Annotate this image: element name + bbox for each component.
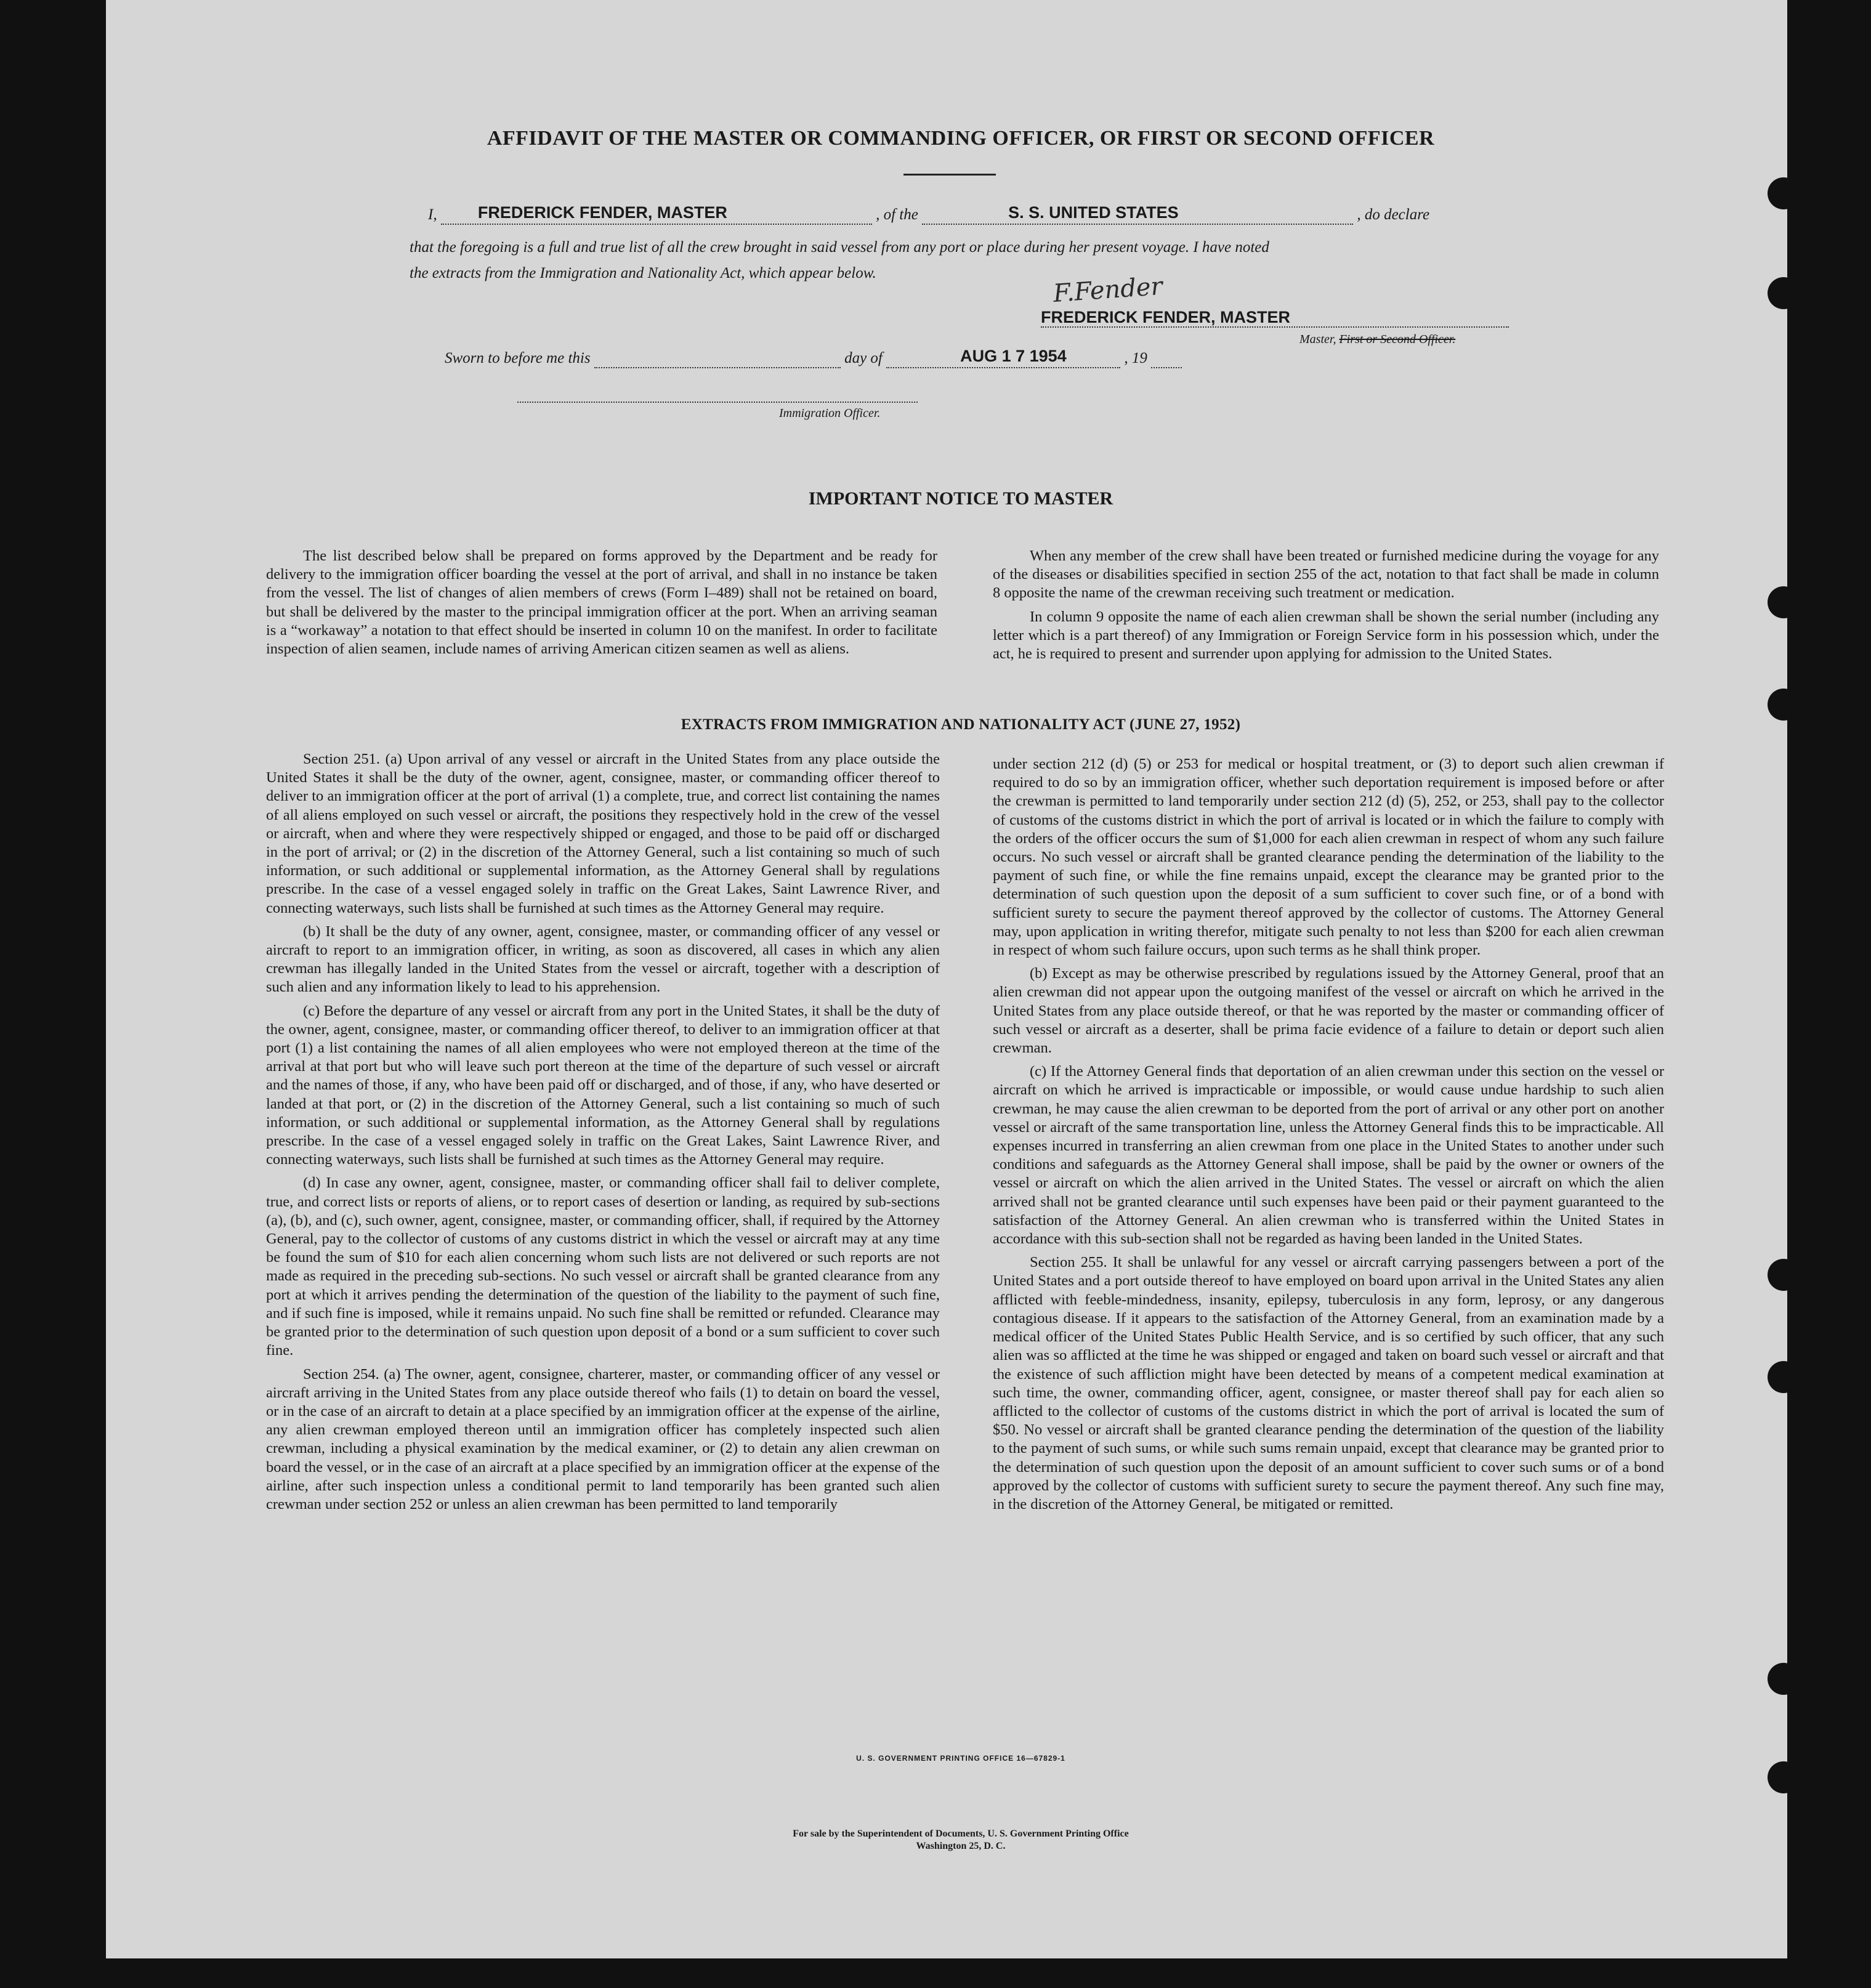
sale-notice: For sale by the Superintendent of Documents, U. S. Government Printing Office Washington 25, D. C.	[793, 1828, 1129, 1851]
declaration-line	[428, 203, 1512, 225]
notice-title: IMPORTANT NOTICE TO MASTER	[808, 488, 1113, 509]
binder-hole	[1768, 1259, 1800, 1291]
section-paragraph: under section 212 (d) (5) or 253 for medical or hospital treatment, or (3) to deport such alien crewman if required to do so by an immigration officer, whether such deportation requirement is imposed before or after the crewman is permitted to land temporarily under section 212 (d) (5), 252, or 253, shall pay to the collector of customs of the customs district in which the port of arrival is located or in which the failure to comply with the orders of the officer occurs the sum of $1,000 for each alien crewman in respect of whom any such failure occurs. No such vessel or aircraft shall be granted clearance pending the determination of the liability to the payment of such fine, or while the fine remains unpaid, except the clearance may be granted prior to the determination of such question upon the deposit of a sum sufficient to cover such fine, or of a bond with sufficient surety to secure the payment thereof approved by the collector of customs. The Attorney General may, upon application in writing therefor, mitigate such penalty to not less than $200 for each alien crewman in respect of whom such failure occurs, upon such terms as he shall think proper.	[993, 756, 1664, 959]
binder-hole	[1768, 586, 1800, 618]
notice-right-column	[993, 547, 1659, 668]
notice-left-paragraph: The list described below shall be prepared on forms approved by the Department and be ready for delivery to the immigration officer boarding the vessel at the port of arrival, and shall in no instance be taken from the vessel. The list of changes of alien members of crews (Form I–489) shall not be retained on board, but shall be delivered by the master to the principal immigration officer at the port. When an arriving seaman is a “workaway” a notation to that effect should be inserted in column 10 on the manifest. In order to facilitate inspection of alien seamen, include names of arriving American citizen seamen as well as aliens.	[266, 548, 937, 658]
extracts-right-column	[993, 755, 1664, 1519]
sworn-line	[445, 347, 1258, 368]
sworn-label: Sworn to before me this	[445, 350, 591, 366]
notice-left-column	[266, 547, 937, 663]
day-of-label: day of	[844, 350, 883, 366]
extracts-left-column	[266, 750, 940, 1519]
section-paragraph: (b) It shall be the duty of any owner, agent, consignee, master, or commanding officer of any vessel or aircraft to report to an immigration officer, in writing, as soon as discovered, all cases in which any alien crewman has illegally landed in the United States from the vessel or aircraft, together with a description of such alien and any information likely to lead to his apprehension.	[266, 923, 940, 996]
section-paragraph: (b) Except as may be otherwise prescribed by regulations issued by the Attorney General, proof that an alien crewman did not appear upon the outgoing manifest of the vessel or aircraft on which he arrived in the United States from any place outside thereof, or that he was reported by the master or commanding officer of such vessel or aircraft as a deserter, shall be prima facie evidence of a failure to detain or deport such alien crewman.	[993, 965, 1664, 1057]
sworn-day-field	[594, 350, 841, 368]
gpo-imprint: U. S. GOVERNMENT PRINTING OFFICE 16—67829-1	[856, 1754, 1065, 1763]
affidavit-title: AFFIDAVIT OF THE MASTER OR COMMANDING OFFICER, OR FIRST OR SECOND OFFICER	[487, 127, 1435, 150]
section-paragraph: (d) In case any owner, agent, consignee, master, or commanding officer shall fail to deliver complete, true, and correct lists or reports of aliens, or to report cases of desertion or landing, as required by sub-sections (a), (b), and (c), such owner, agent, consignee, master, or commanding officer, shall, if required by the Attorney General, pay to the collector of customs of any customs district in which the vessel or aircraft may at any time be found the sum of $10 for each alien concerning whom such lists are not delivered or such reports are not made as required in the preceding sub-sections. No such vessel or aircraft shall be granted clearance from any port at which it arrives pending the determination of the question of the liability to the payment of such fine, and if such fine is imposed, while it remains unpaid. No such fine shall be remitted or refunded. Clearance may be granted prior to the determination of such question upon deposit of a bond or a sum sufficient to cover such fine.	[266, 1174, 940, 1359]
extracts-title: EXTRACTS FROM IMMIGRATION AND NATIONALITY ACT (JUNE 27, 1952)	[681, 716, 1241, 733]
immigration-officer-label: Immigration Officer.	[779, 406, 881, 420]
binder-hole	[1768, 1761, 1800, 1793]
do-declare-label: , do declare	[1357, 206, 1430, 223]
vessel-name: S. S. UNITED STATES	[1008, 203, 1179, 222]
year-field	[1151, 350, 1182, 368]
section-paragraph: (c) Before the departure of any vessel or aircraft from any port in the United States, it shall be the duty of the owner, agent, consignee, master, or commanding officer thereof, to deliver to an immigration officer at that port (1) a list containing the names of all alien employees who were not employed thereon at the time of the arrival at that port but who will leave such port thereon at the time of the departure of such vessel or aircraft and the names of those, if any, who have been paid off or discharged, and of those, if any, who have deserted or landed at that port, or (2) in the discretion of the Attorney General, such a list containing so much of such information, or such additional or supplemental information, as the Attorney General shall by regulations prescribe. In the case of a vessel engaged solely in traffic on the Great Lakes, Saint Lawrence River, and connecting waterways, such lists shall be furnished at such times as the Attorney General may require.	[266, 1002, 940, 1168]
signer-title: Master, First or Second Officer.	[1299, 333, 1456, 346]
of-the-label: , of the	[876, 206, 918, 223]
immigration-officer-line	[517, 400, 918, 403]
declarant-name: FREDERICK FENDER, MASTER	[477, 203, 727, 222]
section-paragraph: Section 251. (a) Upon arrival of any vessel or aircraft in the United States from any place outside the United States it shall be the duty of the owner, agent, consignee, master, or commanding officer thereof to deliver to an immigration officer at the port of arrival (1) a complete, true, and correct list containing the names of all aliens employed on such vessel or aircraft, the positions they respectively hold in the crew of the vessel or aircraft, when and where they were respectively shipped or engaged, and those to be paid off or discharged in the port of arrival; or (2) in the discretion of the Attorney General, such a list containing so much of such information, or such additional or supplemental information, as the Attorney General shall by regulations prescribe. In the case of a vessel engaged solely in traffic on the Great Lakes, Saint Lawrence River, and connecting waterways, such lists shall be furnished at such times as the Attorney General may require.	[266, 751, 940, 916]
binder-hole	[1768, 177, 1800, 209]
section-paragraph: (c) If the Attorney General finds that deportation of an alien crewman under this section on the vessel or aircraft on which he arrived is impracticable or impossible, or would cause undue hardship to such alien crewman, he may cause the alien crewman to be deported from the port of arrival or any other port on another vessel or aircraft of the same transportation line, unless the Attorney General finds this to be impracticable. All expenses incurred in transferring an alien crewman from one place in the United States to another under such conditions and safeguards as the Attorney General shall impose, shall be paid by the owner or owners of the vessel or aircraft on which the alien arrived in the United States. The vessel or aircraft on which the alien arrived shall not be granted clearance until such expenses have been paid or their payment guaranteed to the satisfaction of the Attorney General. An alien crewman who is transferred within the United States in accordance with this sub-section shall not be regarded as having been landed in the United States.	[993, 1063, 1664, 1248]
binder-hole	[1768, 1663, 1800, 1695]
i-label: I,	[428, 206, 437, 223]
declarant-field	[441, 203, 872, 225]
declaration-line-3: the extracts from the Immigration and Nationality Act, which appear below.	[410, 265, 876, 281]
handwritten-signature: F.Fender	[1052, 272, 1164, 309]
year-label: , 19	[1124, 350, 1147, 366]
vessel-field	[922, 203, 1353, 225]
signature-line	[1041, 325, 1509, 328]
binder-hole	[1768, 689, 1800, 721]
signer-typed-name: FREDERICK FENDER, MASTER	[1041, 308, 1291, 326]
date-field	[886, 347, 1120, 368]
date-stamp: AUG 1 7 1954	[960, 347, 1067, 365]
section-paragraph: Section 255. It shall be unlawful for any vessel or aircraft carrying passengers between a port of the United States and a port outside thereof to have employed on board upon arrival in the United States any alien afflicted with feeble-mindedness, insanity, epilepsy, tuberculosis in any form, leprosy, or any dangerous contagious disease. If it appears to the satisfaction of the Attorney General, from an examination made by a medical officer of the United States Public Health Service, and is so certified by such officer, that any such alien was so afflicted at the time he was shipped or engaged and taken on board such vessel or aircraft and that the existence of such affliction might have been detected by means of a competent medical examination at such time, the owner, commanding officer, agent, consignee, or master thereof shall pay for each alien so afflicted to the collector of customs of the customs district in which the port of arrival is located the sum of $50. No vessel or aircraft shall be granted clearance pending the determination of the question of the liability to the payment of such sums, or while such sums remain unpaid, except that clearance may be granted prior to the determination of such question upon the deposit of an amount sufficient to cover such sums or of a bond approved by the collector of customs with sufficient surety to secure the payment thereof. Any such fine may, in the discretion of the Attorney General, be mitigated or remitted.	[993, 1254, 1664, 1513]
declaration-line-2: that the foregoing is a full and true list of all the crew brought in said vessel from any port or place during her present voyage. I have noted	[410, 239, 1269, 256]
notice-right-paragraph: When any member of the crew shall have been treated or furnished medicine during the voyage for any of the diseases or disabilities specified in section 255 of the act, notation to that fact shall be made in column 8 opposite the name of the crewman receiving such treatment or medication.	[993, 548, 1659, 602]
binder-hole	[1768, 1361, 1800, 1393]
binder-hole	[1768, 277, 1800, 309]
section-paragraph: Section 254. (a) The owner, agent, consignee, charterer, master, or commanding officer of any vessel or aircraft arriving in the United States from any place outside thereof who fails (1) to detain on board the vessel, or in the case of an aircraft to detain at a place specified by an immigration officer at the expense of the airline, any alien crewman employed thereon until an immigration officer has completely inspected such alien crewman, including a physical examination by the medical examiner, or (2) to detain any alien crewman on board the vessel, or in the case of an aircraft at a place specified by an immigration officer at the expense of the airline, after such inspection unless a conditional permit to land temporarily has been granted such alien crewman under section 252 or unless an alien crewman has been permitted to land temporarily	[266, 1365, 940, 1513]
notice-right-paragraph: In column 9 opposite the name of each alien crewman shall be shown the serial number (including any letter which is a part thereof) of any Immigration or Foreign Service form in his possession which, under the act, he is required to present and surrender upon applying for admission to the United States.	[993, 608, 1659, 663]
title-divider	[903, 174, 996, 176]
